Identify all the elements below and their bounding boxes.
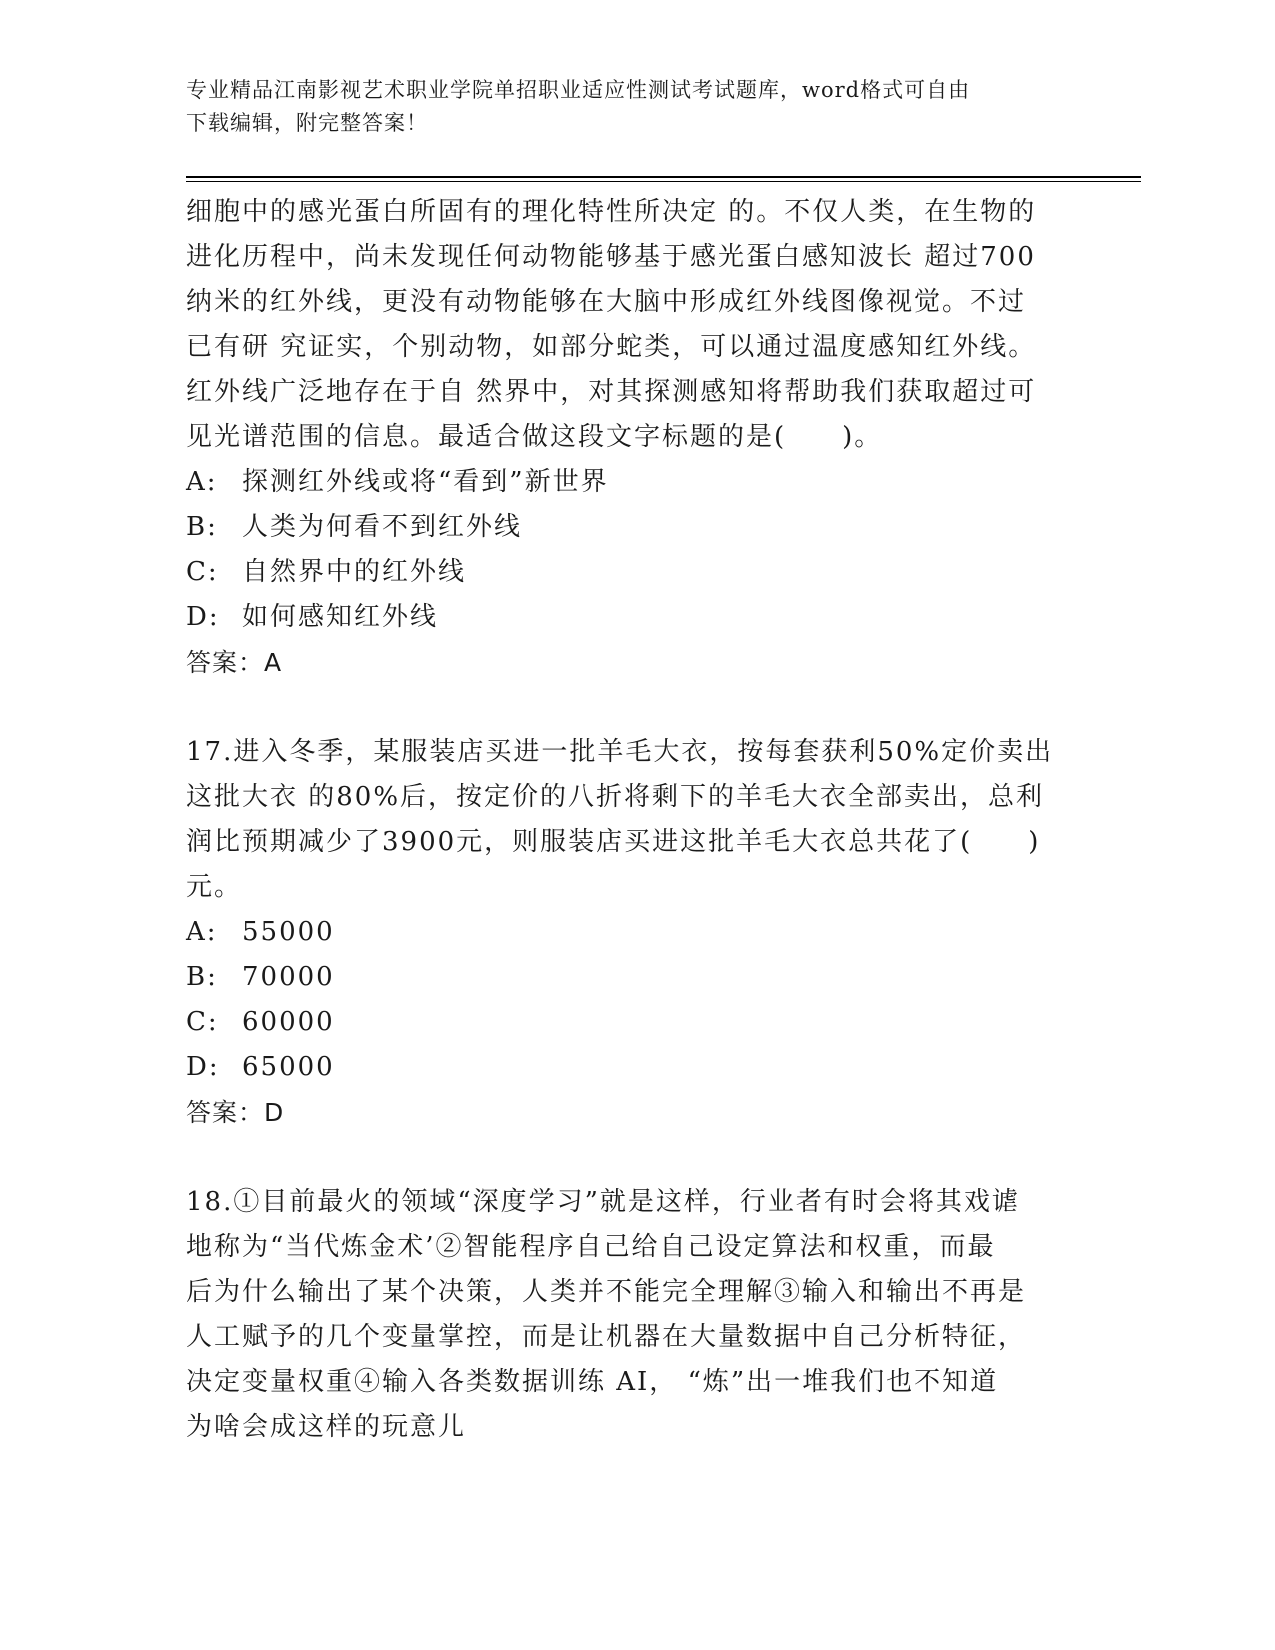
question-16-line: 纳米的红外线，更没有动物能够在大脑中形成红外线图像视觉。不过 <box>186 287 1027 317</box>
question-18-line: 18.①目前最火的领域“深度学习”就是这样，行业者有时会将其戏谑 <box>186 1187 1020 1217</box>
option-text: 人类为何看不到红外线 <box>242 512 523 542</box>
question-16-line: 红外线广泛地存在于自 然界中，对其探测感知将帮助我们获取超过可 <box>186 377 1037 407</box>
header-rule-thin <box>186 181 1141 182</box>
question-17-answer: 答案：D <box>186 1098 285 1127</box>
option-text: 如何感知红外线 <box>242 602 439 632</box>
question-17-option-d <box>186 1045 1086 1090</box>
question-17-option-a <box>186 910 1086 955</box>
question-18-line: 决定变量权重④输入各类数据训练 AI， “炼”出一堆我们也不知道 <box>186 1367 999 1397</box>
question-16-line: 细胞中的感光蛋白所固有的理化特性所决定 的。不仅人类，在生物的 <box>186 197 1037 227</box>
option-text: 探测红外线或将“看到”新世界 <box>242 467 609 497</box>
option-text: 70000 <box>242 962 335 992</box>
question-18-line: 后为什么输出了某个决策，人类并不能完全理解③输入和输出不再是 <box>186 1277 1027 1307</box>
question-17-line: 元。 <box>186 872 243 902</box>
header-rule-thick <box>186 176 1141 178</box>
option-key: D: <box>186 602 220 632</box>
option-key: C: <box>186 557 219 587</box>
question-17-option-c <box>186 1000 1086 1045</box>
option-key: B: <box>186 962 218 992</box>
question-16-option-d <box>186 595 1086 640</box>
option-key: A: <box>186 917 218 947</box>
question-16-line: 已有研 究证实，个别动物，如部分蛇类，可以通过温度感知红外线。 <box>186 332 1037 362</box>
option-text: 自然界中的红外线 <box>242 557 467 587</box>
question-18-line: 人工赋予的几个变量掌控，而是让机器在大量数据中自己分析特征， <box>186 1322 1027 1352</box>
option-key: D: <box>186 1052 220 1082</box>
question-spacer <box>186 685 1086 730</box>
question-spacer <box>186 1135 1086 1180</box>
question-17-line: 润比预期减少了3900元，则服装店买进这批羊毛大衣总共花了( ) <box>186 827 1041 857</box>
question-17-line: 这批大衣 的80%后，按定价的八折将剩下的羊毛大衣全部卖出，总利 <box>186 782 1045 812</box>
question-18 <box>186 1180 1086 1450</box>
document-body <box>186 190 1086 1450</box>
document-header <box>186 74 1066 140</box>
question-18-line: 地称为“当代炼金术’②智能程序自己给自己设定算法和权重，而最 <box>186 1232 996 1262</box>
question-16-option-c <box>186 550 1086 595</box>
question-16-line: 见光谱范围的信息。最适合做这段文字标题的是( )。 <box>186 422 883 452</box>
question-17-line: 17.进入冬季，某服装店买进一批羊毛大衣，按每套获利50%定价卖出 <box>186 737 1054 767</box>
question-16 <box>186 190 1086 685</box>
question-16-line: 进化历程中，尚未发现任何动物能够基于感光蛋白感知波长 超过700 <box>186 242 1036 272</box>
question-16-answer: 答案：A <box>186 648 283 677</box>
option-text: 55000 <box>242 917 335 947</box>
question-17-option-b <box>186 955 1086 1000</box>
option-text: 65000 <box>242 1052 335 1082</box>
question-18-line: 为啥会成这样的玩意儿 <box>186 1412 467 1442</box>
question-16-option-b <box>186 505 1086 550</box>
question-16-option-a <box>186 460 1086 505</box>
header-line-2: 下载编辑，附完整答案！ <box>186 111 428 135</box>
option-text: 60000 <box>242 1007 335 1037</box>
option-key: B: <box>186 512 218 542</box>
option-key: C: <box>186 1007 219 1037</box>
question-17 <box>186 730 1086 1135</box>
option-key: A: <box>186 467 218 497</box>
header-line-1: 专业精品江南影视艺术职业学院单招职业适应性测试考试题库，word格式可自由 <box>186 78 971 102</box>
